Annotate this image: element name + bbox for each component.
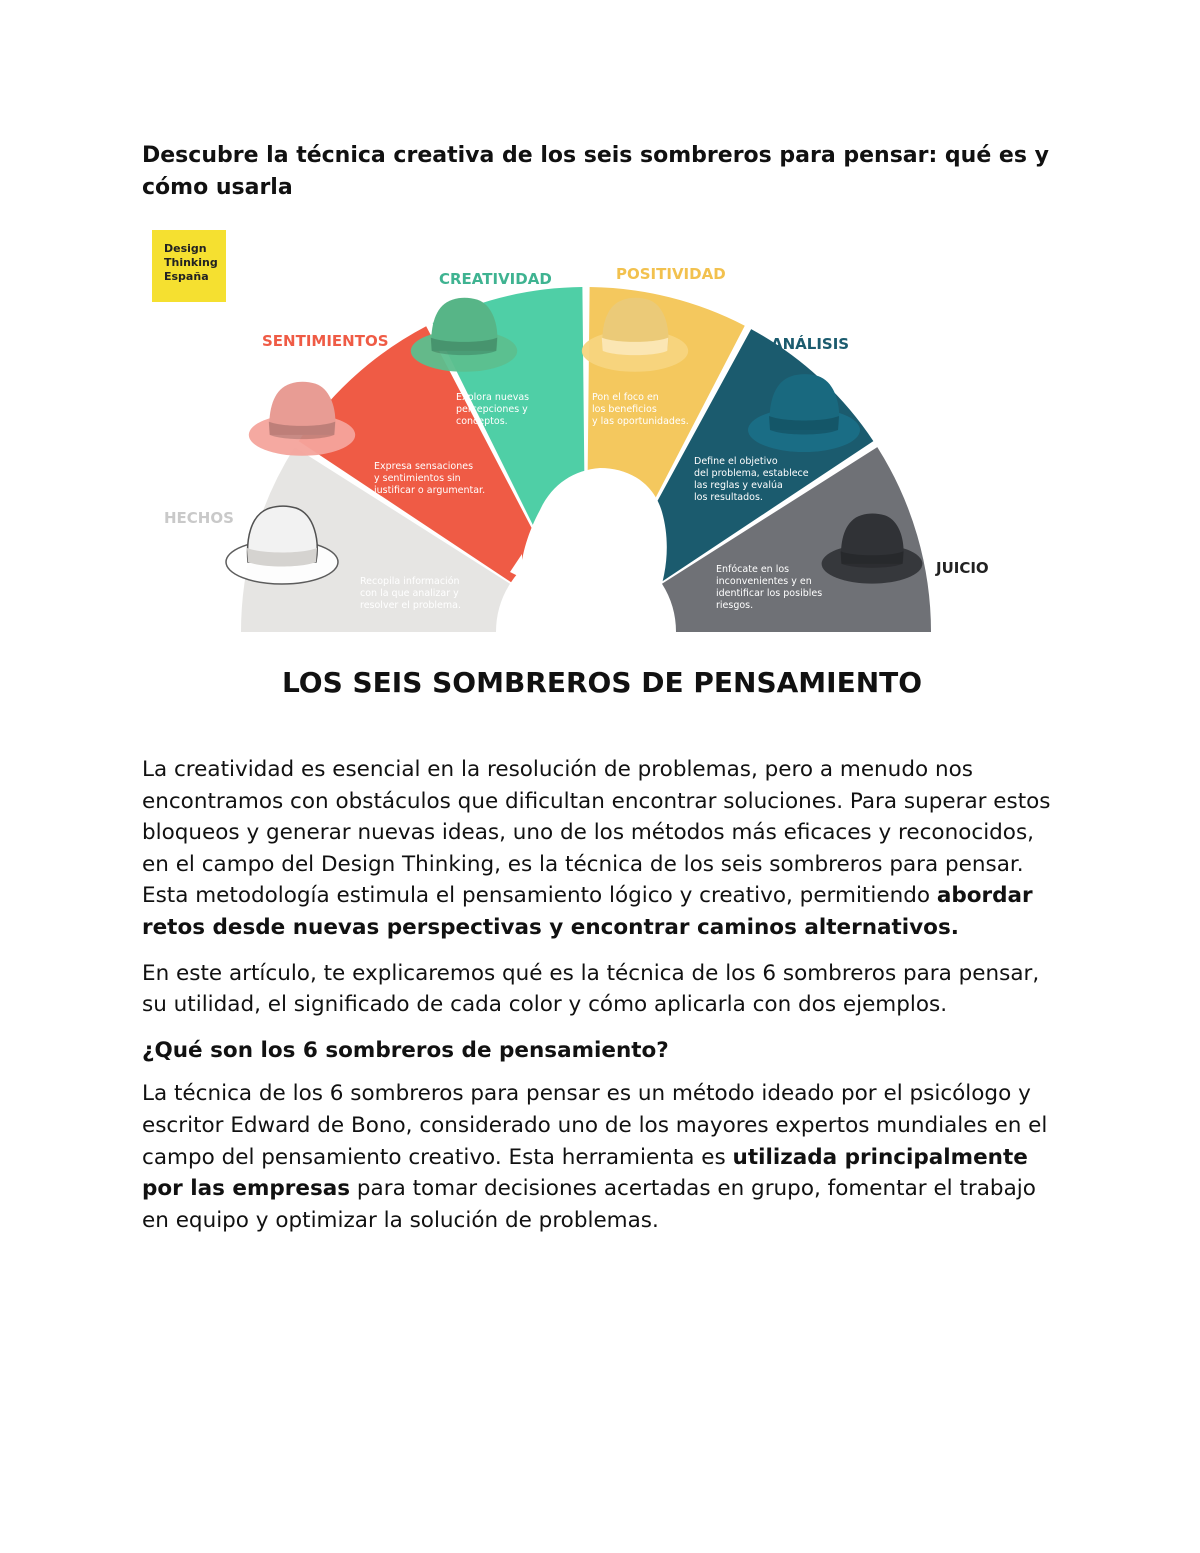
label-analisis: ANÁLISIS [771, 335, 850, 353]
article-body [142, 754, 1057, 1250]
logo-text-line-2: Thinking [164, 256, 218, 269]
infographic-heading: LOS SEIS SOMBREROS DE PENSAMIENTO [281, 666, 923, 699]
paragraph-overview: En este artículo, te explicaremos qué es la técnica de los 6 sombreros para pensar, su utilidad, el significado de cada color y cómo aplicarla con dos ejemplos. [142, 960, 1040, 1018]
segment-text-sentimientos-1: Expresa sensaciones [374, 461, 474, 472]
logo-text-line-3: España [164, 270, 209, 283]
segment-text-analisis-2: del problema, establece [694, 468, 809, 479]
six-hats-infographic [142, 222, 1062, 712]
paragraph-intro [142, 754, 1057, 944]
segment-text-analisis-3: las reglas y evalúa [694, 480, 783, 491]
label-positividad: POSITIVIDAD [616, 265, 726, 283]
paragraph-definition [142, 1078, 1057, 1236]
segment-text-juicio-4: riesgos. [716, 600, 754, 611]
label-juicio: JUICIO [936, 559, 989, 577]
segment-text-creatividad-3: conceptos. [456, 416, 508, 427]
segment-text-sentimientos-3: justificar o argumentar. [374, 485, 486, 496]
segment-text-hechos-3: resolver el problema. [360, 600, 461, 611]
section-heading: ¿Qué son los 6 sombreros de pensamiento? [142, 1037, 669, 1063]
segment-text-creatividad-1: Explora nuevas [456, 392, 530, 403]
segment-text-positividad-3: y las oportunidades. [592, 416, 689, 427]
segment-text-analisis-4: los resultados. [694, 492, 763, 503]
paragraph-intro-bold: abordar retos desde nuevas perspectivas y encontrar caminos alternativos. [142, 883, 1033, 940]
paragraph-intro-text: La creatividad es esencial en la resolución de problemas, pero a menudo nos encontramos con obstáculos que dificultan encontrar soluciones. Para superar estos bloqueos y generar nuevas ideas, uno de los métodos más eficaces y reconocidos, en el campo del Design Thinking, es la técnica de los seis sombreros para pensar. Esta metodología estimula el pensamiento lógico y creativo, permitiendo [142, 757, 1051, 909]
segment-text-hechos-2: con la que analizar y [360, 588, 459, 599]
segment-text-analisis-1: Define el objetivo [694, 456, 778, 467]
page-title: Descubre la técnica creativa de los seis sombreros para pensar: qué es y cómo usarla [142, 143, 1049, 200]
paragraph-definition-text-b: para tomar decisiones acertadas en grupo, fomentar el trabajo en equipo y optimizar la solución de problemas. [142, 1176, 1036, 1233]
paragraph-definition-text-a: La técnica de los 6 sombreros para pensar es un método ideado por el psicólogo y escritor Edward de Bono, considerado uno de los mayores expertos mundiales en el campo del pensamiento creativo. Esta herramienta es [142, 1081, 1048, 1170]
segment-text-positividad-1: Pon el foco en [592, 392, 659, 403]
segment-text-juicio-1: Enfócate en los [716, 564, 790, 575]
paragraph-definition-bold: utilizada principalmente por las empresas [142, 1144, 1028, 1202]
label-sentimientos: SENTIMIENTOS [262, 332, 389, 350]
label-hechos: HECHOS [164, 509, 234, 527]
logo-text-line-1: Design [164, 242, 207, 255]
segment-text-positividad-2: los beneficios [592, 404, 657, 415]
segment-text-hechos-1: Recopila información [360, 576, 460, 587]
segment-text-juicio-2: inconvenientes y en [716, 576, 812, 587]
label-creatividad: CREATIVIDAD [439, 270, 552, 288]
segment-text-creatividad-2: percepciones y [456, 404, 528, 415]
segment-text-juicio-3: identificar los posibles [716, 588, 823, 599]
segment-text-sentimientos-2: y sentimientos sin [374, 473, 461, 484]
